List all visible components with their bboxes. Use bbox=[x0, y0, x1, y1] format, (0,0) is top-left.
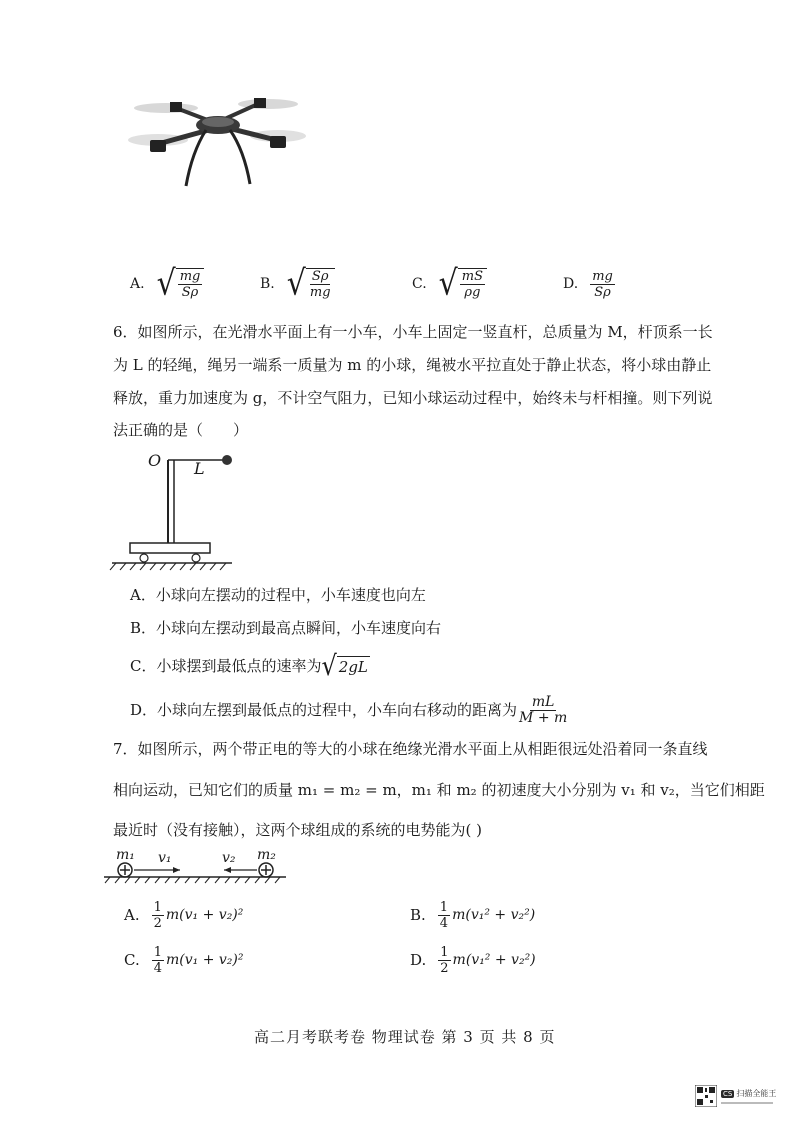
sqrt-expression: √ $\frac{mg}{S\rho}$ bbox=[157, 268, 205, 300]
option-label: B. bbox=[260, 276, 275, 292]
cs-badge-icon: CS bbox=[723, 1089, 733, 1098]
q6-line-4: 法正确的是（ ） bbox=[113, 421, 249, 439]
fraction-denominator: 4 bbox=[439, 915, 449, 931]
fraction-denominator: 2 bbox=[153, 915, 162, 931]
option-label: A. bbox=[124, 906, 140, 924]
cart-pendulum-figure bbox=[108, 448, 238, 574]
scanner-watermark bbox=[695, 1083, 781, 1109]
option-text: D．小球向左摆到最低点的过程中，小车向右移动的距离为 bbox=[130, 701, 518, 719]
q7-line-1: 7．如图所示，两个带正电的等大的小球在绝缘光滑水平面上从相距很远处沿着同一条直线 bbox=[113, 740, 708, 758]
option-label: C. bbox=[412, 276, 427, 292]
option-label: D. bbox=[410, 951, 427, 969]
q7-line-3: 最近时（没有接触），这两个球组成的系统的电势能为( ) bbox=[113, 821, 482, 839]
q7-option-c[interactable] bbox=[124, 941, 244, 979]
q7-option-a[interactable] bbox=[124, 896, 243, 934]
option-expression: m(v₁² + v₂²) bbox=[452, 952, 536, 968]
fraction-denominator: 4 bbox=[153, 960, 162, 976]
fraction-numerator: mL bbox=[531, 693, 555, 710]
option-text: C．小球摆到最低点的速率为 bbox=[130, 657, 322, 675]
fraction-numerator: Sρ bbox=[311, 269, 329, 284]
option-label: A. bbox=[130, 276, 145, 292]
q6-option-a[interactable]: A．小球向左摆动的过程中，小车速度也向左 bbox=[130, 586, 426, 604]
q5-option-d[interactable] bbox=[563, 264, 615, 304]
q6-line-3: 释放，重力加速度为 g，不计空气阻力，已知小球运动过程中，始终未与杆相撞。则下列说 bbox=[113, 389, 713, 407]
option-label: B. bbox=[410, 906, 426, 924]
q6-line-1: 6．如图所示，在光滑水平面上有一小车，小车上固定一竖直杆，总质量为 M，杆顶系一长 bbox=[113, 323, 713, 341]
sqrt-body: 2gL bbox=[338, 657, 368, 676]
fraction-numerator: mS bbox=[461, 269, 484, 284]
fraction-denominator: mg bbox=[309, 285, 331, 300]
q6-option-b[interactable]: B．小球向左摆动到最高点瞬间，小车速度向右 bbox=[130, 619, 442, 637]
length-l-label: L bbox=[194, 459, 205, 478]
option-expression: m(v₁ + v₂)² bbox=[165, 907, 244, 923]
option-label: C. bbox=[124, 951, 140, 969]
fraction-denominator: Sρ bbox=[594, 284, 611, 300]
q5-option-c[interactable] bbox=[412, 264, 487, 304]
fraction bbox=[152, 900, 164, 931]
option-expression: m(v₁² + v₂²) bbox=[452, 907, 536, 923]
fraction-denominator: Sρ bbox=[181, 285, 199, 300]
drone-image bbox=[128, 92, 308, 192]
v1-label: v₁ bbox=[158, 850, 172, 866]
sqrt-expression: √ $\frac{S\rho}{mg}$ bbox=[287, 268, 335, 300]
m1-label: m₁ bbox=[116, 847, 135, 863]
fraction-denominator: ρg bbox=[464, 285, 481, 300]
q7-option-b[interactable] bbox=[410, 896, 535, 934]
q6-line-2: 为 L 的轻绳，绳另一端系一质量为 m 的小球，绳被水平拉直处于静止状态，将小球由静止 bbox=[113, 356, 712, 374]
sqrt-expression: √ 2gL bbox=[321, 649, 368, 683]
q7-line-2: 相向运动，已知它们的质量 m₁ = m₂ = m，m₁ 和 m₂ 的初速度大小分别为 v₁ 和 v₂，当它们相距 bbox=[113, 781, 765, 799]
fraction-numerator: 1 bbox=[439, 899, 449, 915]
fraction-numerator: mg bbox=[179, 269, 201, 284]
fraction bbox=[517, 695, 569, 726]
option-label: D. bbox=[563, 276, 579, 292]
scanner-app-name: 扫描全能王 bbox=[736, 1089, 777, 1098]
sqrt-expression: √ $\frac{mS}{\rho g}$ bbox=[439, 268, 487, 300]
fraction bbox=[438, 945, 450, 976]
watermark-underline bbox=[721, 1102, 773, 1104]
q7-option-d[interactable] bbox=[410, 941, 536, 979]
q5-option-a[interactable] bbox=[130, 264, 204, 304]
page-footer: 高二月考联考卷 物理试卷 第 3 页 共 8 页 bbox=[254, 1028, 556, 1046]
v2-label: v₂ bbox=[222, 850, 236, 866]
fraction-numerator: 1 bbox=[153, 899, 162, 915]
q5-option-b[interactable] bbox=[260, 264, 335, 304]
fraction bbox=[152, 945, 164, 976]
fraction-numerator: 1 bbox=[440, 944, 449, 960]
qr-code-icon bbox=[695, 1085, 717, 1107]
q6-option-c[interactable] bbox=[130, 650, 370, 682]
fraction bbox=[438, 900, 450, 931]
fraction bbox=[590, 269, 615, 300]
fraction-denominator: M + m bbox=[519, 709, 568, 726]
fraction-numerator: 1 bbox=[153, 944, 162, 960]
fraction-numerator: mg bbox=[592, 268, 613, 284]
point-o-label: O bbox=[148, 451, 162, 470]
fraction-denominator: 2 bbox=[440, 960, 449, 976]
q6-option-d[interactable] bbox=[130, 692, 569, 728]
option-expression: m(v₁ + v₂)² bbox=[166, 952, 244, 968]
m2-label: m₂ bbox=[257, 847, 276, 863]
